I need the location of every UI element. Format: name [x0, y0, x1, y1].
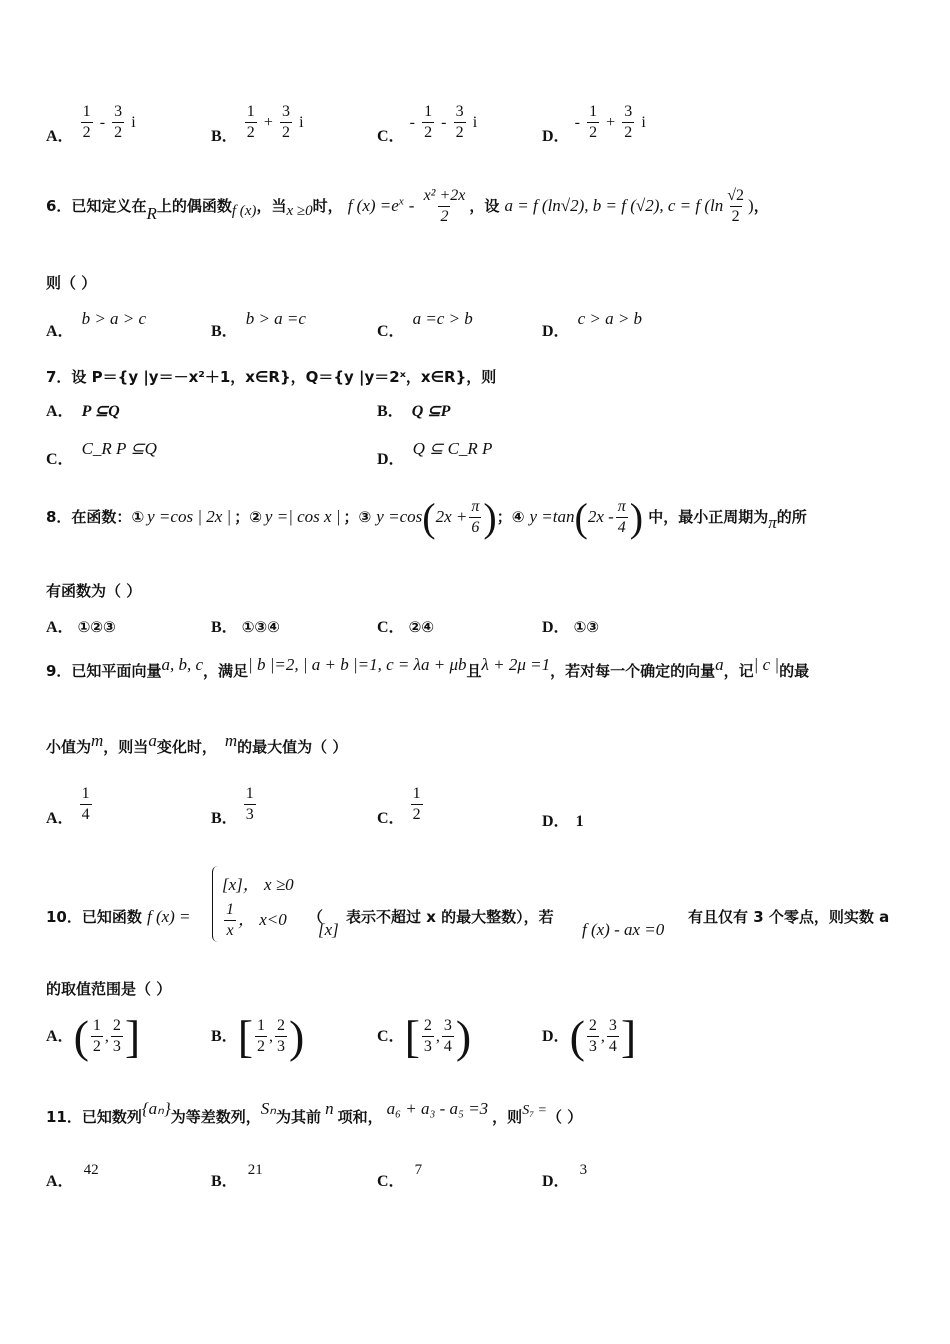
fraction: $\frac{3}{2}$: [455, 103, 464, 141]
fraction: $\frac{3}{2}$: [282, 103, 290, 141]
q11-stem: 11．已知数列{aₙ}为等差数列，Sₙ为其前 n 项和， a₆ + a₃ - a₅ =3 ，则S₇ =（ ）: [46, 1099, 583, 1126]
q7-option-a[interactable]: A． P ⊆Q: [46, 403, 120, 420]
fraction: $\frac{1}{2}$: [82, 103, 91, 141]
q5-option-a[interactable]: A． $\frac{1}{2}$ - $\frac{3}{2}$ i: [46, 103, 136, 145]
q7-option-d[interactable]: D．Q ⊆ C_R P: [377, 439, 493, 468]
q10-option-d[interactable]: D．( $\frac{2}{3}$ , $\frac{3}{4}$ ]: [542, 1011, 637, 1062]
q8-stem: 8．在函数：① y =cos | 2x | ；② y =| cos x | ；③ y =cos(2x + $\frac{\pi}{6}$ )；④ y =tan(2x - $\frac{\pi}{4}$ ) 中，最小正周期为π的所: [46, 495, 807, 540]
fraction: $\frac{\pi}{4}$: [617, 498, 626, 536]
fraction: $\frac{3}{4}$: [608, 1017, 617, 1055]
q8-option-d[interactable]: D． ①③: [542, 618, 599, 636]
q10-stem: 10．已知函数 f (x) = [x]， x ≥0 $\frac{1}{x}$ ， x<0 （ [x] 表示不超过 x 的最大整数），若 f (x) - ax =0 有且仅有 3 个零点，则实数 a: [46, 866, 191, 887]
fraction: $\frac{1}{3}$: [245, 785, 254, 823]
q10-option-a[interactable]: A．( $\frac{1}{2}$ , $\frac{2}{3}$ ]: [46, 1011, 141, 1062]
option-label: C．: [377, 128, 405, 145]
fraction: $\frac{2}{3}$: [423, 1017, 432, 1055]
piecewise-brace: [212, 866, 219, 942]
q5-option-c[interactable]: C． - $\frac{1}{2}$ - $\frac{3}{2}$ i: [377, 103, 478, 145]
fraction: $\frac{3}{2}$: [624, 103, 633, 141]
q11-option-c[interactable]: C．7: [377, 1162, 423, 1190]
q11-option-d[interactable]: D．3: [542, 1162, 588, 1190]
q6-option-b[interactable]: B．b > a =c: [211, 309, 306, 340]
fraction: $\frac{1}{2}$: [257, 1017, 266, 1055]
fraction: $\frac{1}{2}$: [246, 103, 255, 141]
q5-option-d[interactable]: D． - $\frac{1}{2}$ + $\frac{3}{2}$ i: [542, 103, 646, 145]
fraction: $\frac{1}{2}$: [412, 785, 421, 823]
q7-option-b[interactable]: B． Q ⊆P: [377, 403, 451, 420]
q6-option-c[interactable]: C．a =c > b: [377, 309, 473, 340]
q7-stem: 7．设 P＝{y |y＝－x²＋1，x∈R}，Q＝{y |y＝2ˣ，x∈R}，则: [46, 368, 497, 386]
fraction: $\frac{1}{x}$: [226, 901, 234, 939]
q9-option-d[interactable]: D． 1: [542, 813, 584, 830]
q9-option-c[interactable]: C． $\frac{1}{2}$: [377, 785, 421, 827]
fraction: $\frac{1}{2}$: [589, 103, 598, 141]
q9-line2: 小值为m，则当a变化时， m的最大值为（ ）: [46, 731, 348, 756]
option-label: B．: [211, 128, 238, 145]
fraction: $\frac{1}{2}$: [92, 1017, 101, 1055]
q8-option-b[interactable]: B． ①③④: [211, 618, 280, 636]
q11-option-a[interactable]: A．42: [46, 1162, 99, 1190]
q8-option-c[interactable]: C． ②④: [377, 618, 434, 636]
piecewise-case-2: $\frac{1}{x}$ ， x<0: [226, 901, 287, 939]
q6-option-d[interactable]: D．c > a > b: [542, 309, 643, 340]
q8-line2: 有函数为（ ）: [46, 582, 142, 600]
fraction: $\frac{1}{4}$: [81, 785, 90, 823]
fraction: $\frac{\text{x² +2x}}{2}$: [423, 187, 466, 225]
q6-stem: 6．已知定义在R上的偶函数f (x)，当x ≥0时， f $(x) =e^x$ - $\frac{\text{x² +2x}}{2}$ ，设 a = f (ln√2), b = f (√2), c = f (ln $\frac{√2}{2}$ )，: [46, 187, 769, 225]
fraction: $\frac{3}{2}$: [114, 103, 123, 141]
q9-option-b[interactable]: B． $\frac{1}{3}$: [211, 785, 254, 827]
fraction: $\frac{3}{4}$: [443, 1017, 452, 1055]
option-label: D．: [542, 128, 570, 145]
q11-option-b[interactable]: B．21: [211, 1162, 263, 1190]
q7-option-c[interactable]: C．C_R P ⊆Q: [46, 439, 157, 468]
fraction: $\frac{2}{3}$: [277, 1017, 286, 1055]
option-label: A．: [46, 128, 74, 145]
fraction: $\frac{2}{3}$: [588, 1017, 597, 1055]
fraction: $\frac{\pi}{6}$: [471, 498, 480, 536]
piecewise-case-1: [x]， x ≥0: [222, 875, 294, 894]
q9-stem: 9．已知平面向量a, b, c，满足| b |=2, | a + b |=1, c = λa + μb且λ + 2μ =1，若对每一个确定的向量a，记| c |的最: [46, 655, 810, 680]
fraction: $\frac{1}{2}$: [424, 103, 433, 141]
fraction: $\frac{√2}{2}$: [727, 187, 745, 225]
q6-option-a[interactable]: A．b > a > c: [46, 309, 147, 340]
q5-option-b[interactable]: B． $\frac{1}{2}$ + $\frac{3}{2}$ i: [211, 103, 304, 145]
q9-option-a[interactable]: A． $\frac{1}{4}$: [46, 785, 90, 827]
fraction: $\frac{2}{3}$: [112, 1017, 121, 1055]
q6-then: 则（ ）: [46, 274, 97, 292]
q8-option-a[interactable]: A． ①②③: [46, 618, 116, 636]
q10-option-b[interactable]: B．[ $\frac{1}{2}$ , $\frac{2}{3}$ ): [211, 1011, 305, 1062]
q10-option-c[interactable]: C．[ $\frac{2}{3}$ , $\frac{3}{4}$ ): [377, 1011, 472, 1062]
q10-line2: 的取值范围是（ ）: [46, 980, 172, 998]
